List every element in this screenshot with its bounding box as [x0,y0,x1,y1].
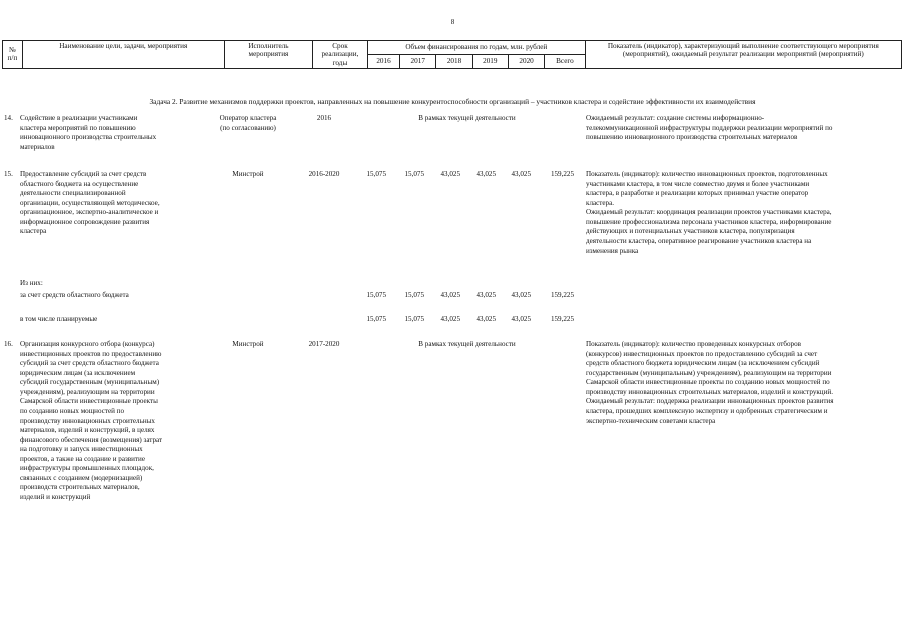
row15-value-total: 159,225 [550,170,574,178]
table-header [2,40,902,69]
subrow1-value-2017: 15,075 [404,291,424,299]
subrow-header: Из них: [20,279,43,287]
col-funding: Объем финансирования по годам, млн. рублей [367,41,585,55]
subrow2-value-2020: 43,025 [511,315,531,323]
row15-term: 2016-2020 [308,170,340,178]
col-year-2018: 2018 [436,54,472,68]
subrow2-value-2019: 43,025 [476,315,496,323]
subrow2-label: в том числе планируемые [20,315,98,323]
col-year-2016: 2016 [367,54,399,68]
subrow2-value-total: 159,225 [550,315,574,323]
col-no: № п/п [3,41,23,69]
col-total: Всего [545,54,585,68]
subrow1-value-2019: 43,025 [476,291,496,299]
subrow2-value-2018: 43,025 [440,315,460,323]
row16-term: 2017-2020 [308,340,340,348]
row14-no: 14. [4,114,13,122]
col-year-2017: 2017 [400,54,436,68]
col-year-2020: 2020 [508,54,544,68]
col-term: Срок реализации, годы [313,41,368,69]
row16-no: 16. [4,340,13,348]
row15-executor: Минстрой [232,170,264,178]
row15-value-2020: 43,025 [511,170,531,178]
row16-executor: Минстрой [232,340,264,348]
row14-funding-note: В рамках текущей деятельности [418,114,516,122]
row14-indicator: Ожидаемый результат: создание системы информационно- телекоммуникационной инфраструктуры поддержки реализации мероприятий по повышению инновационного производства строительных материалов [586,114,833,142]
row16-funding-note: В рамках текущей деятельности [418,340,516,348]
row14-term: 2016 [316,114,332,122]
row16-name: Организация конкурсного отбора (конкурса) инвестиционных проектов по предоставлению субсидий за счет средств областного бюджета юридическим лицам (за исключением субсидий государственным (муниципальным) учреждениям), реализующим на территории Самарской области инвестиционные проекты по созданию новых мощностей по производству инновационных строительных материалов, изделий и конструкций, в целях финансового обеспечения (возмещения) затрат на подготовку и запуск инвестиционных проектов, а также на создание и развитие инфраструктуры промышленных площадок, связанных с созданием (модернизацией) производств строительных материалов, изделий и конструкций [20,340,163,501]
row15-indicator: Показатель (индикатор): количество инновационных проектов, подготовленных участниками кластера, в том числе совместно двумя и более участниками кластера, в разработке и реализации которых принимал участие оператор кластера. Ожидаемый результат: координация реализации проектов участниками кластера, повышение профессионализма персонала участников кластера, информирование действующих и потенциальных участников кластера, популяризация деятельности кластера, оперативное реагирование участников кластера на изменения рынка [586,170,832,255]
subrow1-value-2020: 43,025 [511,291,531,299]
row15-no: 15. [4,170,13,178]
row15-value-2016: 15,075 [366,170,386,178]
row16-indicator: Показатель (индикатор): количество проведенных конкурсных отборов (конкурсов) инвестиционных проектов по предоставлению субсидий за счет средств областного бюджета юридическим лицам (за исключением субсидий государственным (муниципальным) учреждениям), реализующим на территории Самарской области инвестиционные проекты по созданию новых мощностей по производству инновационных строительных материалов, изделий и конструкций. Ожидаемый результат: поддержка реализации инновационных проектов развития кластера, прошедших комплексную экспертизу и одобренных стратегическим и экспертно-техническим советами кластера [586,340,834,425]
row15-value-2017: 15,075 [404,170,424,178]
page-number: 8 [450,18,455,26]
col-indicator: Показатель (индикатор), характеризующий выполнение соответствующего мероприятия (мероприятий), ожидаемый результат реализации мероприятий (мероприятий) [585,41,901,69]
subrow1-value-2016: 15,075 [366,291,386,299]
row15-value-2019: 43,025 [476,170,496,178]
subrow2-value-2017: 15,075 [404,315,424,323]
row15-name: Предоставление субсидий за счет средств областного бюджета на осуществление деятельности специализированной организации, осуществляющей методическое, организационное, экспертно-аналитическое и информационное сопровождение развития кластера [20,170,160,236]
row14-executor: Оператор кластера (по согласованию) [219,114,277,132]
subrow1-value-total: 159,225 [550,291,574,299]
col-executor: Исполнитель мероприятия [224,41,312,69]
col-name: Наименование цели, задачи, мероприятия [22,41,224,69]
col-year-2019: 2019 [472,54,508,68]
subrow2-value-2016: 15,075 [366,315,386,323]
task-title: Задача 2. Развитие механизмов поддержки проектов, направленных на повышение конкурентоспособности организаций – участников кластера и содействие эффективности их взаимодействия [149,97,756,106]
row14-name: Содействие в реализации участниками кластера мероприятий по повышению инновационного производства строительных материалов [20,114,157,151]
row15-value-2018: 43,025 [440,170,460,178]
subrow1-value-2018: 43,025 [440,291,460,299]
subrow1-label: за счет средств областного бюджета [20,291,129,299]
